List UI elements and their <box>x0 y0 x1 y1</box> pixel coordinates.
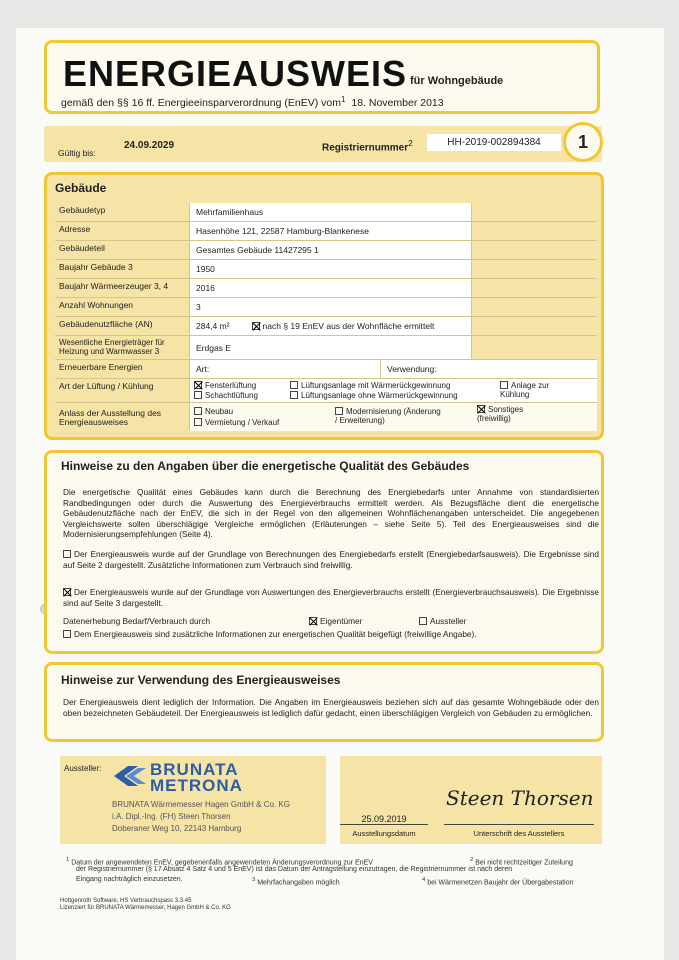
ventilation-options: Fensterlüftung Schachtlüftung Lüftungsanlage mit Wärmerückgewinnung Lüftungsanlage ohne Wärmerückgewinnung Anlage zur Kühlung <box>190 379 597 402</box>
building-heading: Gebäude <box>55 181 107 195</box>
building-section <box>44 172 604 440</box>
usage-section: Hinweise zur Verwendung des Energieausweises Der Energieausweis dient lediglich der Information. Die Angaben im Energieausweis beziehen sich auf das gesamte Wohngebäude oder den oben bezeichneten Gebäudeteil. Der Energieausweis ist lediglich dafür gedacht, einen überschlägigen Vergleich von Gebäuden zu ermöglichen. <box>44 662 604 742</box>
hints-section: Hinweise zu den Angaben über die energetische Qualität des Gebäudes Die energetische Qualität eines Gebäudes kann durch die Berechnung des Energiebedarfs unter Annahme von standardisierten Randbedingungen oder durch die Auswertung des Energieverbrauchs ermittelt werden. Als Bezugsfläche dient die energetische Gebäudenutzfläche nach der EnEV, die sich in der Regel von den allgemeinen Wohnflächenangaben unterscheidet. Die angegebenen Vergleichswerte sollen überschlägige Vergleiche ermöglichen (Erläuterungen – siehe Seite 5). Teil des Energieausweises sind die Modernisierungsempfehlungen (Seite 4). Der Energieausweis wurde auf der Grundlage von Berechnungen des Energiebedarfs erstellt (Energiebedarfsausweis). Die Ergebnisse sind auf Seite 2 dargestellt. Zusätzliche Informationen zum Verbrauch sind freiwillig. Der Energieausweis wurde auf der Grundlage von Auswertungen des Energieverbrauchs erstellt (Energieverbrauchsausweis). Die Ergebnisse sind auf Seite 3 dargestellt. Datenerhebung Bedarf/Verbrauch durch Eigentümer Aussteller Dem Energieausweis sind zusätzliche Informationen zur energetischen Qualität beigefügt (freiwillige Angabe). <box>44 450 604 654</box>
doc-title: ENERGIEAUSWEIS <box>63 53 408 94</box>
usage-heading: Hinweise zur Verwendung des Energieausweises <box>61 673 341 687</box>
legal-basis: gemäß den §§ 16 ff. Energieeinsparverordnung (EnEV) vom$^1$ 18. November 2013 <box>61 95 444 110</box>
building-table: Gebäudetyp Mehrfamilienhaus Adresse Hasenhöhe 121, 22587 Hamburg-Blankenese Gebäudeteil Gesamtes Gebäude 11427295 1 Baujahr Gebäude 3 1950 Baujahr Wärmeerzeuger 3, 4 2016 Anzahl Wohnungen 3 Gebäudenutzfläche (AN) 284,4 m² nach § 19 EnEV aus der Wohnfläche ermittelt Wesentliche Energieträger für Heizung und Warmwasser 3 Erdgas E Erneuerbare Energien Art: Verwendung: Art der Lüftung / Kühlung Fensterlüftung Schachtlüftung Lüftungsanlage mit Wärmerückgewinnung Lüftungsanlage ohne Wärmerückgewinnung Anlage zur Kühlung Anlass der Ausstellung des Energieausweises Neubau Vermietung / Verkauf Modernisierung (Änderung / Erweiterung) Sonstiges (freiwillig) <box>55 203 597 431</box>
handwritten-signature: Steen Thorsen <box>446 786 594 810</box>
title-box <box>44 40 600 114</box>
signature-box: 25.09.2019 Ausstellungsdatum Steen Thorsen Unterschrift des Ausstellers <box>340 756 602 844</box>
purpose-options: Neubau Vermietung / Verkauf Modernisierung (Änderung / Erweiterung) Sonstiges (freiwillig) <box>190 403 597 431</box>
registration-number: HH-2019-002894384 <box>427 134 561 151</box>
valid-until: 24.09.2029 <box>124 140 175 151</box>
validity-band: Gültig bis: 24.09.2029 Registriernummer$^2$ HH-2019-002894384 <box>44 126 602 162</box>
checkbox-wohnflaeche <box>252 322 260 330</box>
brunata-logo-icon <box>112 762 148 790</box>
doc-subtitle: für Wohngebäude <box>410 75 504 87</box>
hints-heading: Hinweise zu den Angaben über die energetische Qualität des Gebäudes <box>61 459 470 473</box>
reg-label: Registriernummer$^2$ <box>322 138 413 154</box>
issuer-box: Aussteller: BRUNATA METRONA BRUNATA Wärmemesser Hagen GmbH & Co. KG i.A. Dipl.-Ing. (FH) Steen Thorsen Doberaner Weg 10, 22143 Hamburg <box>60 756 326 844</box>
page-number: 1 <box>563 122 603 162</box>
